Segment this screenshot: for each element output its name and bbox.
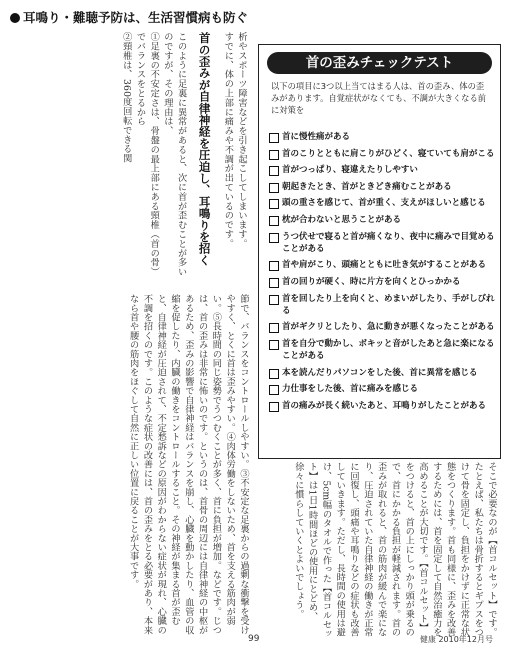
checkbox-icon[interactable] (269, 278, 279, 288)
checkbox-icon[interactable] (269, 150, 279, 160)
article-paragraph: ②頸椎は、360度回転できる関 (120, 32, 132, 163)
check-item-text: 本を読んだりパソコンをした後、首に異常を感じる (282, 367, 478, 378)
check-item-text: 首を自分で動かし、ボキッと音がしたあと急に楽になることがある (282, 338, 495, 362)
checkbox-icon[interactable] (269, 166, 279, 176)
check-item-text: 朝起きたとき、首がときどき痛むことがある (282, 181, 452, 192)
checkbox-icon[interactable] (269, 340, 279, 350)
check-item[interactable] (269, 131, 495, 143)
checkbox-icon[interactable] (269, 295, 279, 305)
header-title: 耳鳴り・難聴予防は、生活習慣病も防ぐ (23, 10, 249, 25)
check-test-intro: 以下の項目に3つ以上当てはまる人は、首の歪み、体の歪みがあります。自覚症状がなくても、不調が大きくなる前に対策を (271, 81, 487, 115)
checkbox-icon[interactable] (269, 369, 279, 379)
check-item-text: 首に慢性痛がある (282, 132, 351, 142)
checkbox-icon[interactable] (269, 323, 279, 333)
check-item-text: 首がギクリとしたり、急に動きが悪くなったことがある (282, 322, 495, 333)
check-test-panel (258, 44, 501, 459)
check-item-text: 首を回したり上を向くと、めまいがしたり、手がしびれる (282, 293, 495, 316)
page-header (10, 10, 248, 26)
check-item-text: 首がつっぱり、寝違えたりしやすい (282, 165, 418, 176)
check-item[interactable] (269, 231, 495, 255)
check-item-text: 首のこりとともに肩こりがひどく、寝ていても肩がこる (282, 148, 495, 159)
check-item-text: うつ伏せで寝ると首が痛くなり、夜中に痛みで目覚めることがある (282, 231, 495, 254)
check-item[interactable] (269, 197, 495, 209)
check-item[interactable] (269, 259, 495, 271)
check-item-text: 枕が合わないと思うことがある (282, 214, 402, 225)
check-item[interactable] (269, 293, 495, 317)
check-item-text: 首の回りが硬く、時に片方を向くとひっかかる (282, 276, 461, 287)
section-heading: 首の歪みが自律神経を圧迫し、耳鳴りを招く (197, 32, 212, 266)
article-lower-text: 節で、バランスをコントロールしやすい。③不安定な足裏からの過剰な衝撃を受けやすく、とくに首は歪みやすい。④肉体労働をしないため、首を支える筋肉が弱い。⑤長時間の同じ姿勢でうつむくことが多く、首に負担が増加。などです。じつは、首の歪みは非常に怖いのです。というのは、首骨の周辺には自律神経の中枢があるため、歪みの影響で自律神経はバランスを崩し、心臓を動かしたり、血管の収縮を促したり、内臓の働きをコントロールすること。その神経が集まる首が歪むと、自律神経が圧迫されて、不定愁訴などの原因がわからない症状が現れ、心臓の不調を招くのです。このような症状の改善には、首の歪みをとる必要があり、本来なら首や腰の筋肉をほぐして自然に正しい位置に戻ることが大事です。 (127, 294, 249, 635)
checkbox-icon[interactable] (269, 261, 279, 271)
checkbox-icon[interactable] (269, 199, 279, 209)
bullet-icon (10, 13, 20, 23)
article-paragraph: ①足裏の不安定さは、骨盤の最上部にある頸椎（首の骨）でバランスをとるから (134, 32, 160, 277)
check-item[interactable] (269, 181, 495, 193)
check-item[interactable] (269, 214, 495, 226)
article-paragraph: このように足裏に異常があると、次に首が歪むことが多いのですが、その理由は、 (161, 32, 187, 277)
check-item-text: 頭の重さを感じて、首が重く、支えがほしいと感じる (282, 198, 486, 209)
article-paragraph: すでに、体の上部に痛みや不調が出ているのです。 (222, 32, 234, 249)
checkbox-icon[interactable] (269, 216, 279, 226)
check-item[interactable] (269, 321, 495, 333)
check-test-title: 首の歪みチェックテスト (267, 52, 492, 74)
check-item-text: 首の痛みが長く続いたあと、耳鳴りがしたことがある (282, 400, 487, 411)
checkbox-icon[interactable] (269, 133, 279, 143)
checkbox-icon[interactable] (269, 183, 279, 193)
check-item[interactable] (269, 400, 495, 412)
checkbox-icon[interactable] (269, 233, 279, 243)
checkbox-icon[interactable] (269, 385, 279, 395)
check-item[interactable] (269, 367, 495, 379)
article-right-lower-text: そこで必要なのが【首コルセット】です。たとえば、私たちは骨折するとギプスをつけて骨を固定し、負担をかけずに正常な状態をつくります。首も同様に、歪みを改善するためには、首を固定して自然治癒力を高めることが大切です。【首コルセット】をつけると、首の上にしっかり頭が乗るので、首にかかる負担が軽減されます。首の歪みが取れると、首の筋肉が緩んで楽になり、圧迫されていた自律神経の働きが正常に回復し、頭痛や耳鳴りなどの症状も改善していきます。ただし、長時間の使用は避け、5cm幅のタオルで作った【首コルセット】は1日1時間ほどの使用にとどめ、徐々に慣らしていくとよいでしょう。 (292, 462, 497, 639)
check-item-text: 首や肩がこり、頭痛とともに吐き気がすることがある (282, 260, 487, 271)
check-item[interactable] (269, 338, 495, 362)
check-item[interactable] (269, 383, 495, 395)
check-item[interactable] (269, 148, 495, 160)
article-top-left (10, 32, 248, 284)
check-list (269, 131, 495, 417)
page-number: 99 (248, 634, 260, 644)
check-item-text: 力仕事をした後、首に痛みを感じる (282, 384, 419, 395)
check-item[interactable] (269, 164, 495, 176)
check-item[interactable] (269, 276, 495, 288)
article-paragraph: 析やスポーツ障害などを引き起こしてしまいます。 (236, 32, 247, 249)
magazine-footer: 健康 2010年12月号 (419, 635, 493, 644)
checkbox-icon[interactable] (269, 402, 279, 412)
